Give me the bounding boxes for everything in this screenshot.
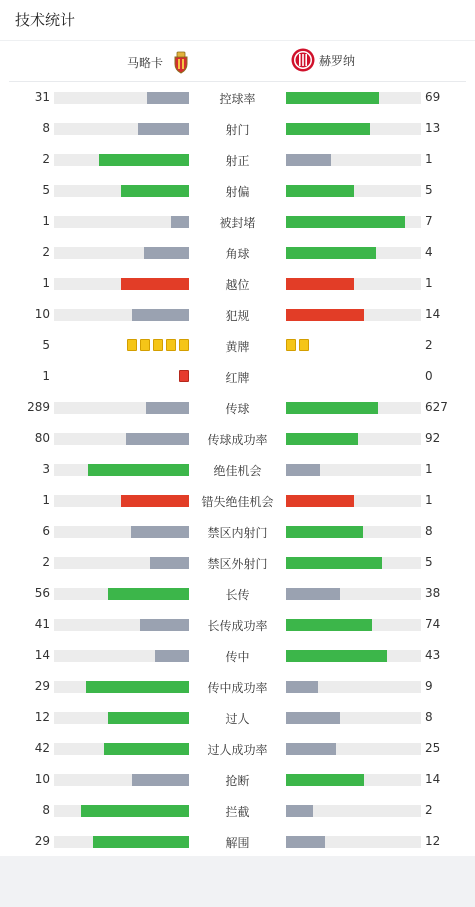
away-bar-track — [286, 433, 421, 445]
yellow-card-icon — [166, 339, 176, 351]
home-value: 2 — [42, 152, 50, 166]
stat-label: 犯规 — [225, 309, 250, 323]
home-bar-track — [54, 278, 189, 290]
away-value: 14 — [425, 307, 441, 321]
stat-row — [0, 175, 475, 206]
home-value: 31 — [34, 90, 50, 104]
stat-row — [0, 454, 475, 485]
home-value: 2 — [42, 555, 50, 569]
away-bar-fill — [286, 154, 331, 166]
stat-label: 绝佳机会 — [213, 464, 262, 478]
home-bar-track — [54, 774, 189, 786]
home-bar-fill — [121, 278, 189, 290]
home-bar-track — [54, 805, 189, 817]
home-bar-track — [54, 836, 189, 848]
stat-row — [0, 299, 475, 330]
home-value: 8 — [42, 803, 50, 817]
home-bar-track — [54, 402, 189, 414]
away-value: 1 — [425, 493, 433, 507]
home-team[interactable] — [127, 50, 193, 74]
away-bar-fill — [286, 495, 354, 507]
stat-label: 控球率 — [219, 92, 256, 106]
home-value: 1 — [42, 369, 50, 383]
stat-row — [0, 485, 475, 516]
away-bar-fill — [286, 774, 364, 786]
away-bar-fill — [286, 433, 358, 445]
away-bar-track — [286, 92, 421, 104]
stat-label: 过人 — [225, 712, 250, 726]
stat-label: 长传 — [225, 588, 250, 602]
home-value: 3 — [42, 462, 50, 476]
yellow-card-icon — [286, 339, 296, 351]
home-bar-track — [54, 247, 189, 259]
yellow-card-icon — [127, 339, 137, 351]
home-bar-track — [54, 309, 189, 321]
stat-row — [0, 671, 475, 702]
away-bar-fill — [286, 712, 340, 724]
home-bar-fill — [88, 464, 189, 476]
away-bar-fill — [286, 836, 325, 848]
yellow-card-icon — [179, 339, 189, 351]
girona-badge-icon — [291, 48, 315, 72]
home-value: 8 — [42, 121, 50, 135]
away-bar-fill — [286, 619, 372, 631]
home-bar-track — [54, 619, 189, 631]
away-value: 69 — [425, 90, 441, 104]
away-bar-track — [286, 743, 421, 755]
stat-label: 越位 — [225, 278, 250, 292]
away-bar-track — [286, 123, 421, 135]
away-bar-track — [286, 836, 421, 848]
away-bar-fill — [286, 278, 354, 290]
away-bar-track — [286, 557, 421, 569]
away-bar-fill — [286, 92, 379, 104]
away-bar-track — [286, 278, 421, 290]
away-value: 1 — [425, 462, 433, 476]
home-bar-fill — [108, 712, 189, 724]
stat-row — [0, 113, 475, 144]
stat-label: 拦截 — [225, 805, 250, 819]
stat-row — [0, 547, 475, 578]
home-value: 80 — [34, 431, 50, 445]
away-value: 5 — [425, 555, 433, 569]
home-value: 41 — [34, 617, 50, 631]
home-bar-track — [54, 557, 189, 569]
home-bar-track — [54, 92, 189, 104]
home-team-name: 马略卡 — [126, 55, 163, 70]
stat-row — [0, 423, 475, 454]
away-bar-fill — [286, 247, 376, 259]
stat-label: 红牌 — [225, 371, 250, 385]
away-value: 92 — [425, 431, 441, 445]
yellow-card-icon — [153, 339, 163, 351]
home-value: 6 — [42, 524, 50, 538]
away-value: 38 — [425, 586, 441, 600]
away-bar-track — [286, 712, 421, 724]
away-bar-track — [286, 526, 421, 538]
home-bar-track — [54, 495, 189, 507]
home-bar-track — [54, 681, 189, 693]
away-value: 12 — [425, 834, 441, 848]
home-bar-fill — [132, 774, 189, 786]
home-value: 14 — [34, 648, 50, 662]
stat-row — [0, 392, 475, 423]
away-value: 13 — [425, 121, 441, 135]
stat-label: 射偏 — [225, 185, 250, 199]
stat-label: 传球成功率 — [207, 433, 268, 447]
home-value: 289 — [27, 400, 50, 414]
stat-label: 抢断 — [225, 774, 250, 788]
stat-row — [0, 144, 475, 175]
away-bar-track — [286, 619, 421, 631]
home-value: 29 — [34, 834, 50, 848]
away-value: 7 — [425, 214, 433, 228]
stat-label: 传中成功率 — [207, 681, 268, 695]
home-bar-track — [54, 123, 189, 135]
away-value: 2 — [425, 338, 433, 352]
away-bar-track — [286, 402, 421, 414]
away-bar-fill — [286, 123, 370, 135]
away-value: 43 — [425, 648, 441, 662]
home-value: 56 — [34, 586, 50, 600]
away-value: 8 — [425, 524, 433, 538]
stat-row — [0, 795, 475, 826]
home-bar-track — [54, 464, 189, 476]
stat-label: 黄牌 — [225, 340, 250, 354]
away-bar-track — [286, 154, 421, 166]
away-bar-track — [286, 774, 421, 786]
home-value: 2 — [42, 245, 50, 259]
home-bar-track — [54, 743, 189, 755]
away-bar-track — [286, 247, 421, 259]
home-value: 5 — [42, 338, 50, 352]
teams-header — [9, 41, 466, 82]
home-value: 1 — [42, 214, 50, 228]
home-bar-fill — [121, 495, 189, 507]
away-bar-fill — [286, 526, 363, 538]
stat-row — [0, 237, 475, 268]
home-bar-fill — [86, 681, 189, 693]
home-bar-fill — [121, 185, 189, 197]
yellow-card-icon — [299, 339, 309, 351]
away-value: 2 — [425, 803, 433, 817]
away-value: 1 — [425, 276, 433, 290]
home-bar-fill — [140, 619, 189, 631]
home-bar-fill — [147, 92, 189, 104]
away-bar-fill — [286, 216, 405, 228]
home-value: 5 — [42, 183, 50, 197]
home-bar-fill — [93, 836, 189, 848]
away-team[interactable] — [291, 48, 355, 72]
away-value: 0 — [425, 369, 433, 383]
home-value: 10 — [34, 307, 50, 321]
red-card-icon — [179, 370, 189, 382]
home-bar-fill — [146, 402, 189, 414]
stat-label: 解围 — [225, 836, 250, 850]
stat-row — [0, 733, 475, 764]
away-team-name: 赫罗纳 — [319, 53, 356, 68]
home-bar-fill — [126, 433, 189, 445]
away-bar-track — [286, 464, 421, 476]
away-bar-fill — [286, 557, 382, 569]
stat-label: 禁区内射门 — [207, 526, 268, 540]
stat-label: 传球 — [225, 402, 250, 416]
home-bar-fill — [144, 247, 189, 259]
away-bar-track — [286, 185, 421, 197]
home-bar-track — [54, 154, 189, 166]
home-bar-fill — [99, 154, 189, 166]
away-bar-fill — [286, 588, 340, 600]
stat-label: 角球 — [225, 247, 250, 261]
away-bar-fill — [286, 402, 378, 414]
home-bar-fill — [132, 309, 189, 321]
away-value: 74 — [425, 617, 441, 631]
home-value: 10 — [34, 772, 50, 786]
stat-label: 错失绝佳机会 — [201, 495, 274, 509]
stat-row — [0, 826, 475, 857]
stat-row — [0, 268, 475, 299]
away-bar-fill — [286, 185, 354, 197]
home-value: 1 — [42, 276, 50, 290]
stat-row — [0, 206, 475, 237]
home-bar-track — [54, 433, 189, 445]
away-value: 627 — [425, 400, 448, 414]
home-bar-track — [54, 712, 189, 724]
home-bar-fill — [155, 650, 189, 662]
stat-label: 射门 — [225, 123, 250, 137]
home-bar-fill — [171, 216, 189, 228]
away-bar-track — [286, 216, 421, 228]
away-value: 5 — [425, 183, 433, 197]
stat-row — [0, 702, 475, 733]
stats-list — [0, 82, 475, 857]
stat-row — [0, 330, 475, 361]
home-bar-fill — [138, 123, 189, 135]
stat-label: 被封堵 — [219, 216, 256, 230]
yellow-card-icon — [140, 339, 150, 351]
away-value: 9 — [425, 679, 433, 693]
away-bar-track — [286, 805, 421, 817]
home-bar-track — [54, 185, 189, 197]
away-bar-fill — [286, 464, 320, 476]
away-bar-fill — [286, 650, 387, 662]
stat-row — [0, 640, 475, 671]
away-value: 4 — [425, 245, 433, 259]
stat-label: 禁区外射门 — [207, 557, 268, 571]
home-value: 29 — [34, 679, 50, 693]
home-cards — [179, 370, 189, 382]
home-value: 42 — [34, 741, 50, 755]
mallorca-badge-icon — [169, 50, 193, 74]
stat-row — [0, 578, 475, 609]
home-bar-fill — [108, 588, 189, 600]
stat-label: 射正 — [225, 154, 250, 168]
stat-row — [0, 764, 475, 795]
away-value: 14 — [425, 772, 441, 786]
stat-label: 传中 — [225, 650, 250, 664]
stat-row — [0, 516, 475, 547]
away-bar-fill — [286, 743, 336, 755]
away-bar-track — [286, 650, 421, 662]
home-cards — [127, 339, 189, 351]
home-bar-fill — [131, 526, 189, 538]
away-bar-fill — [286, 805, 313, 817]
away-bar-track — [286, 495, 421, 507]
away-bar-fill — [286, 309, 364, 321]
stat-label: 过人成功率 — [207, 743, 268, 757]
stat-label: 长传成功率 — [207, 619, 268, 633]
home-bar-track — [54, 526, 189, 538]
home-bar-fill — [104, 743, 189, 755]
home-bar-fill — [81, 805, 189, 817]
away-cards — [286, 339, 309, 351]
away-bar-track — [286, 309, 421, 321]
away-value: 25 — [425, 741, 441, 755]
home-bar-track — [54, 650, 189, 662]
home-value: 1 — [42, 493, 50, 507]
home-bar-track — [54, 588, 189, 600]
away-bar-track — [286, 588, 421, 600]
home-bar-fill — [150, 557, 189, 569]
away-value: 8 — [425, 710, 433, 724]
stat-row — [0, 82, 475, 113]
home-value: 12 — [34, 710, 50, 724]
away-value: 1 — [425, 152, 433, 166]
page-title: 技术统计 — [0, 0, 475, 41]
stat-row — [0, 609, 475, 640]
away-bar-fill — [286, 681, 318, 693]
away-bar-track — [286, 681, 421, 693]
stat-row — [0, 361, 475, 392]
home-bar-track — [54, 216, 189, 228]
